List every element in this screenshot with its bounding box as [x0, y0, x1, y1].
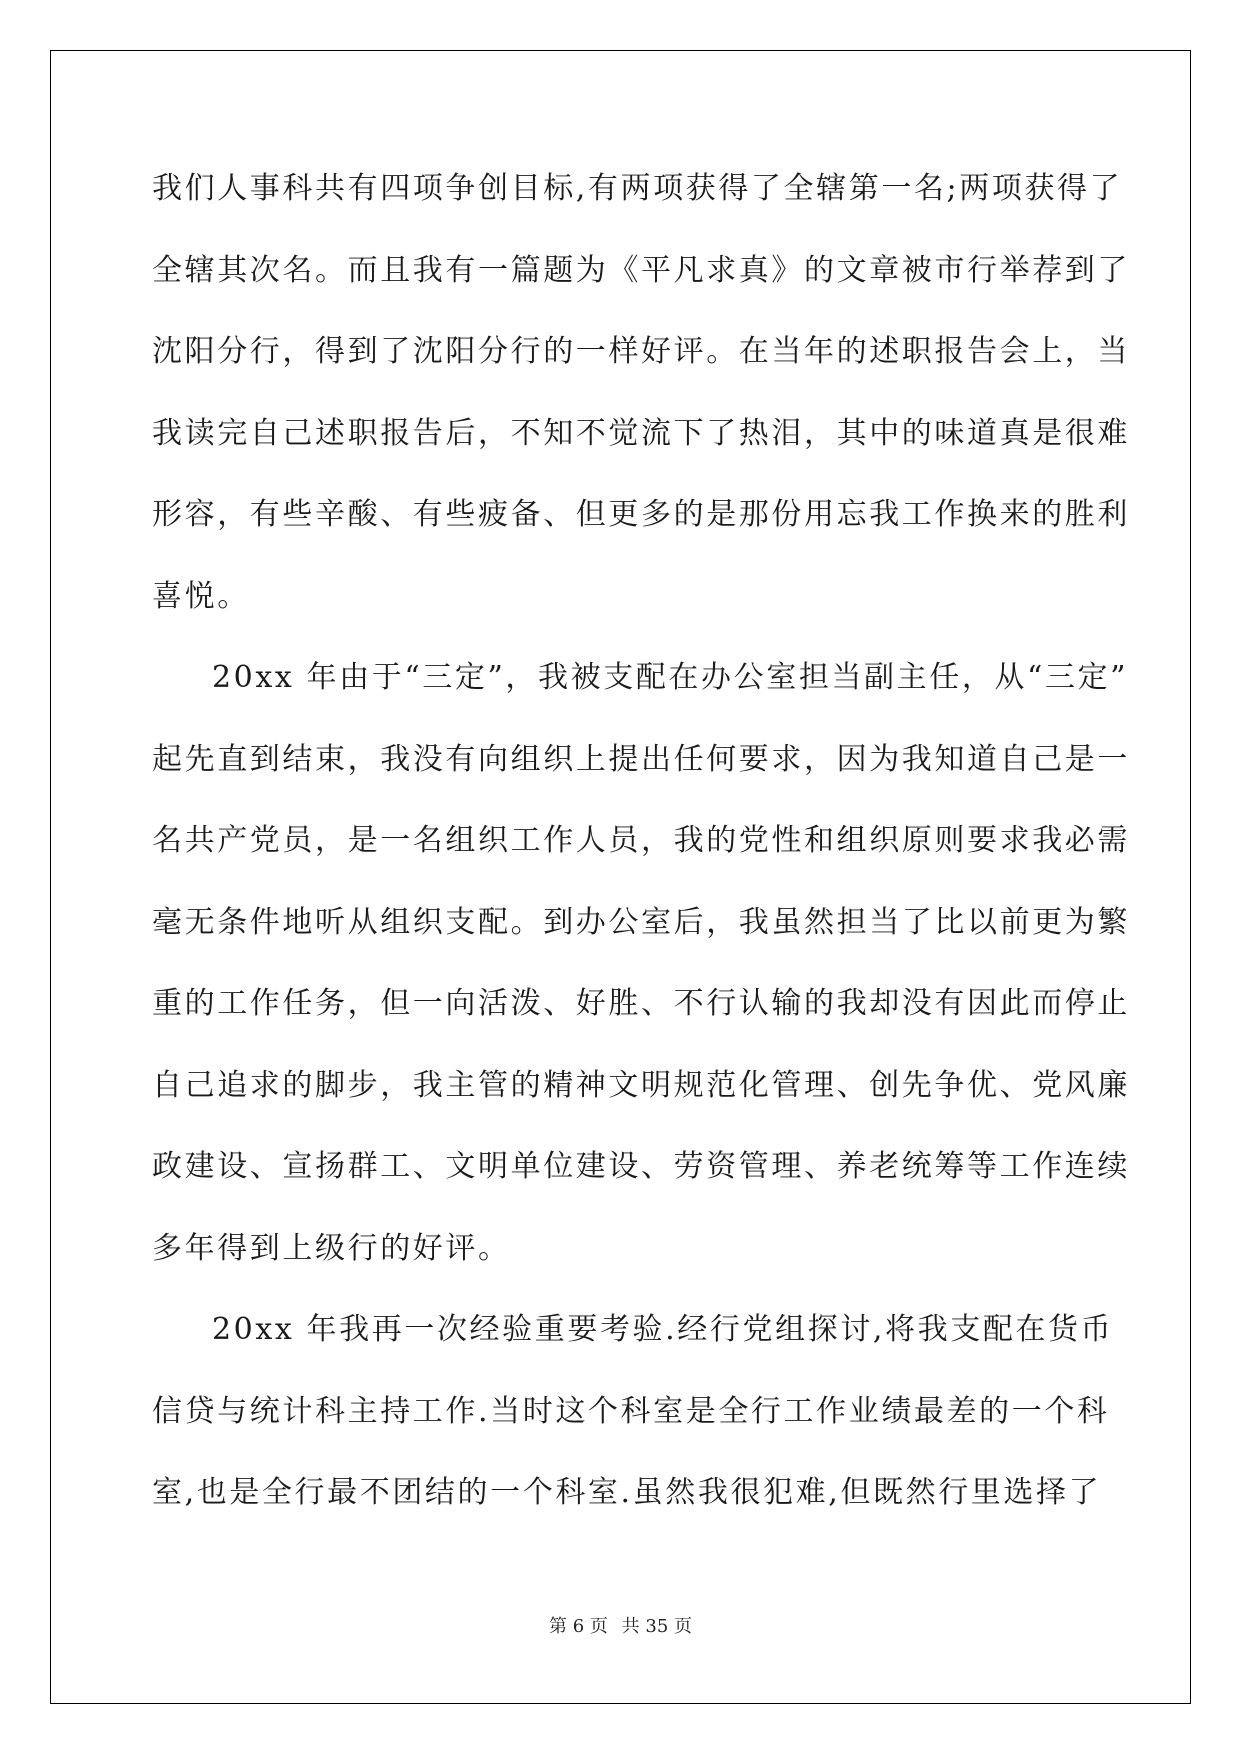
document-body	[152, 158, 1130, 1544]
text-line: 名共产党员，是一名组织工作人员，我的党性和组织原则要求我必需	[152, 823, 1130, 858]
text-line: 喜悦。	[152, 578, 250, 614]
paragraph-first-line: 20xx 年我再一次经验重要考验.经行党组探讨,将我支配在货币	[212, 1312, 1114, 1347]
text-line: 信贷与统计科主持工作.当时这个科室是全行工作业绩最差的一个科	[152, 1393, 1110, 1429]
text-line: 自己追求的脚步，我主管的精神文明规范化管理、创先争优、党风廉	[152, 1067, 1130, 1103]
text-line: 多年得到上级行的好评。	[152, 1230, 511, 1266]
text-line: 室,也是全行最不团结的一个科室.虽然我很犯难,但既然行里选择了	[152, 1475, 1102, 1510]
text-line: 政建设、宣扬群工、文明单位建设、劳资管理、养老统筹等工作连续	[152, 1149, 1130, 1184]
text-line: 我读完自己述职报告后，不知不觉流下了热泪，其中的味道真是很难	[152, 415, 1130, 451]
page-footer	[0, 1612, 1241, 1638]
text-line: 沈阳分行，得到了沈阳分行的一样好评。在当年的述职报告会上，当	[152, 334, 1130, 369]
page-total: 共 35 页	[621, 1616, 692, 1637]
text-line: 我们人事科共有四项争创目标,有两项获得了全辖第一名;两项获得了	[152, 171, 1123, 206]
text-line: 起先直到结束，我没有向组织上提出任何要求，因为我知道自己是一	[152, 741, 1130, 777]
paragraph-first-line: 20xx 年由于“三定”，我被支配在办公室担当副主任，从“三定”	[212, 660, 1129, 695]
text-line: 全辖其次名。而且我有一篇题为《平凡求真》的文章被市行举荐到了	[152, 252, 1130, 288]
text-line: 重的工作任务，但一向活泼、好胜、不行认输的我却没有因此而停止	[152, 986, 1130, 1021]
text-line: 毫无条件地听从组织支配。到办公室后，我虽然担当了比以前更为繁	[152, 904, 1130, 940]
text-line: 形容，有些辛酸、有些疲备、但更多的是那份用忘我工作换来的胜利	[152, 497, 1130, 532]
page-number: 第 6 页	[549, 1616, 608, 1637]
